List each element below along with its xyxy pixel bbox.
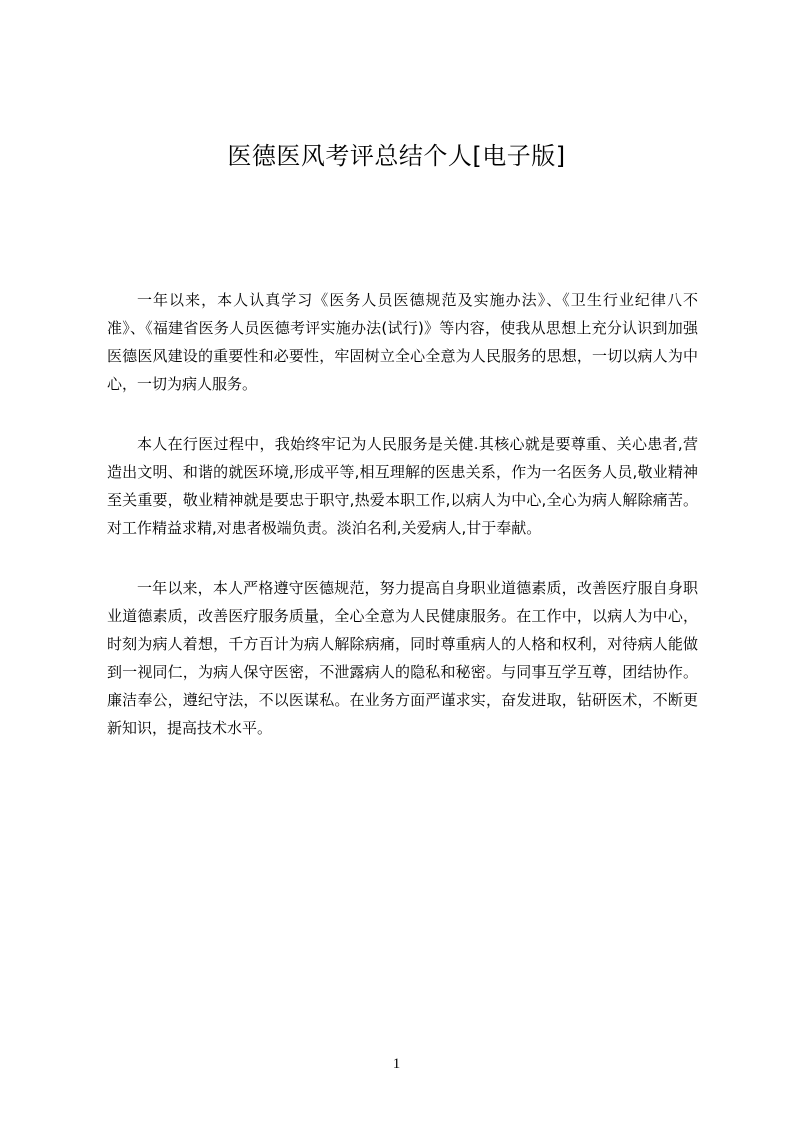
paragraph-1: 一年以来，本人认真学习《医务人员医德规范及实施办法》、《卫生行业纪律八不准》、《福建省医务人员医德考评实施办法(试行)》等内容，使我从思想上充分认识到加强医德医风建设的重要性和必要性，牢固树立全心全意为人民服务的思想，一切以病人为中心，一切为病人服务。 [107, 291, 698, 393]
document-title: 医德医风考评总结个人[电子版] [227, 142, 566, 170]
paragraph-2: 本人在行医过程中，我始终牢记为人民服务是关健.其核心就是要尊重、关心患者,营造出文明、和谐的就医环境,形成平等,相互理解的医患关系，作为一名医务人员,敬业精神至关重要，敬业精神就是要忠于职守,热爱本职工作,以病人为中心,全心为病人解除痛苦。对工作精益求精,对患者极端负责。淡泊名利,关爱病人,甘于奉献。 [107, 435, 698, 537]
document-body [107, 286, 698, 774]
paragraph-3: 一年以来，本人严格遵守医德规范，努力提高自身职业道德素质，改善医疗服自身职业道德素质，改善医疗服务质量，全心全意为人民健康服务。在工作中，以病人为中心，时刻为病人着想，千方百计为病人解除病痛，同时尊重病人的人格和权利，对待病人能做到一视同仁，为病人保守医密，不泄露病人的隐私和秘密。与同事互学互尊，团结协作。廉洁奉公，遵纪守法，不以医谋私。在业务方面严谨求实，奋发进取，钻研医术，不断更新知识，提高技术水平。 [107, 579, 698, 737]
page-number: 1 [392, 1056, 401, 1072]
